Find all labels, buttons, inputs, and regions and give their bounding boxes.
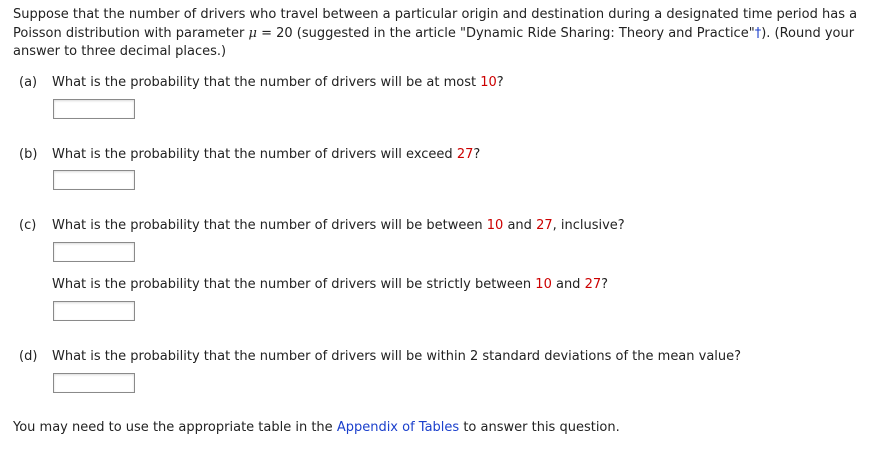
question-c2-text-mid: and — [551, 277, 585, 292]
question-b-text-after: ? — [473, 147, 481, 162]
question-a-value: 10 — [480, 75, 497, 90]
question-a-text-before: What is the probability that the number of drivers will be at most — [52, 75, 481, 90]
question-a-label: (a) — [19, 75, 38, 90]
question-b — [19, 147, 480, 163]
mu-symbol: μ — [248, 25, 257, 41]
answer-c2-input[interactable] — [53, 301, 135, 321]
question-c2-text-before: What is the probability that the number of drivers will be strictly between — [52, 277, 536, 292]
question-a-text-after: ? — [496, 75, 504, 90]
problem-statement — [13, 6, 869, 62]
footer-text-before: You may need to use the appropriate table in the — [13, 420, 337, 435]
question-d-text: What is the probability that the number of drivers will be within 2 standard deviations of the mean value? — [52, 349, 742, 364]
answer-b-input[interactable] — [53, 170, 135, 190]
problem-text-part1: Suppose that the number of drivers who travel between a particular origin and destination during a designated time period has a Poisson distribution with parameter — [13, 7, 858, 41]
answer-c-input[interactable] — [53, 242, 135, 262]
question-c-label: (c) — [19, 218, 37, 233]
question-c-text-after: , inclusive? — [552, 218, 625, 233]
question-b-text — [52, 147, 480, 162]
question-b-value: 27 — [456, 147, 474, 162]
question-c2-text-after: ? — [601, 277, 609, 292]
footer-text-after: to answer this question. — [459, 420, 620, 435]
appendix-of-tables-link[interactable]: Appendix of Tables — [336, 420, 460, 435]
question-a — [19, 75, 504, 91]
problem-text-part3: ). (Round your answer to three decimal places.) — [13, 25, 855, 59]
question-b-text-before: What is the probability that the number of drivers will exceed — [52, 147, 457, 162]
question-c — [19, 218, 625, 234]
question-c-value2: 27 — [536, 218, 553, 233]
question-c2 — [19, 277, 608, 293]
problem-text-part2: = 20 (suggested in the article "Dynamic Ride Sharing: Theory and Practice" — [256, 25, 755, 41]
question-c-value1: 10 — [486, 218, 504, 233]
question-a-text — [52, 75, 504, 90]
reference-dagger-link[interactable]: † — [754, 25, 762, 41]
question-c2-value1: 10 — [535, 277, 552, 292]
question-d — [19, 349, 741, 365]
footer-note — [13, 420, 620, 436]
answer-a-input[interactable] — [53, 99, 135, 119]
question-c2-text — [52, 277, 608, 292]
question-c-text-before: What is the probability that the number of drivers will be between — [52, 218, 487, 233]
question-c-text-mid: and — [503, 218, 537, 233]
question-c2-value2: 27 — [584, 277, 602, 292]
answer-d-input[interactable] — [53, 373, 135, 393]
question-d-label: (d) — [19, 349, 38, 364]
question-b-label: (b) — [19, 147, 38, 162]
question-c-text — [52, 218, 625, 233]
